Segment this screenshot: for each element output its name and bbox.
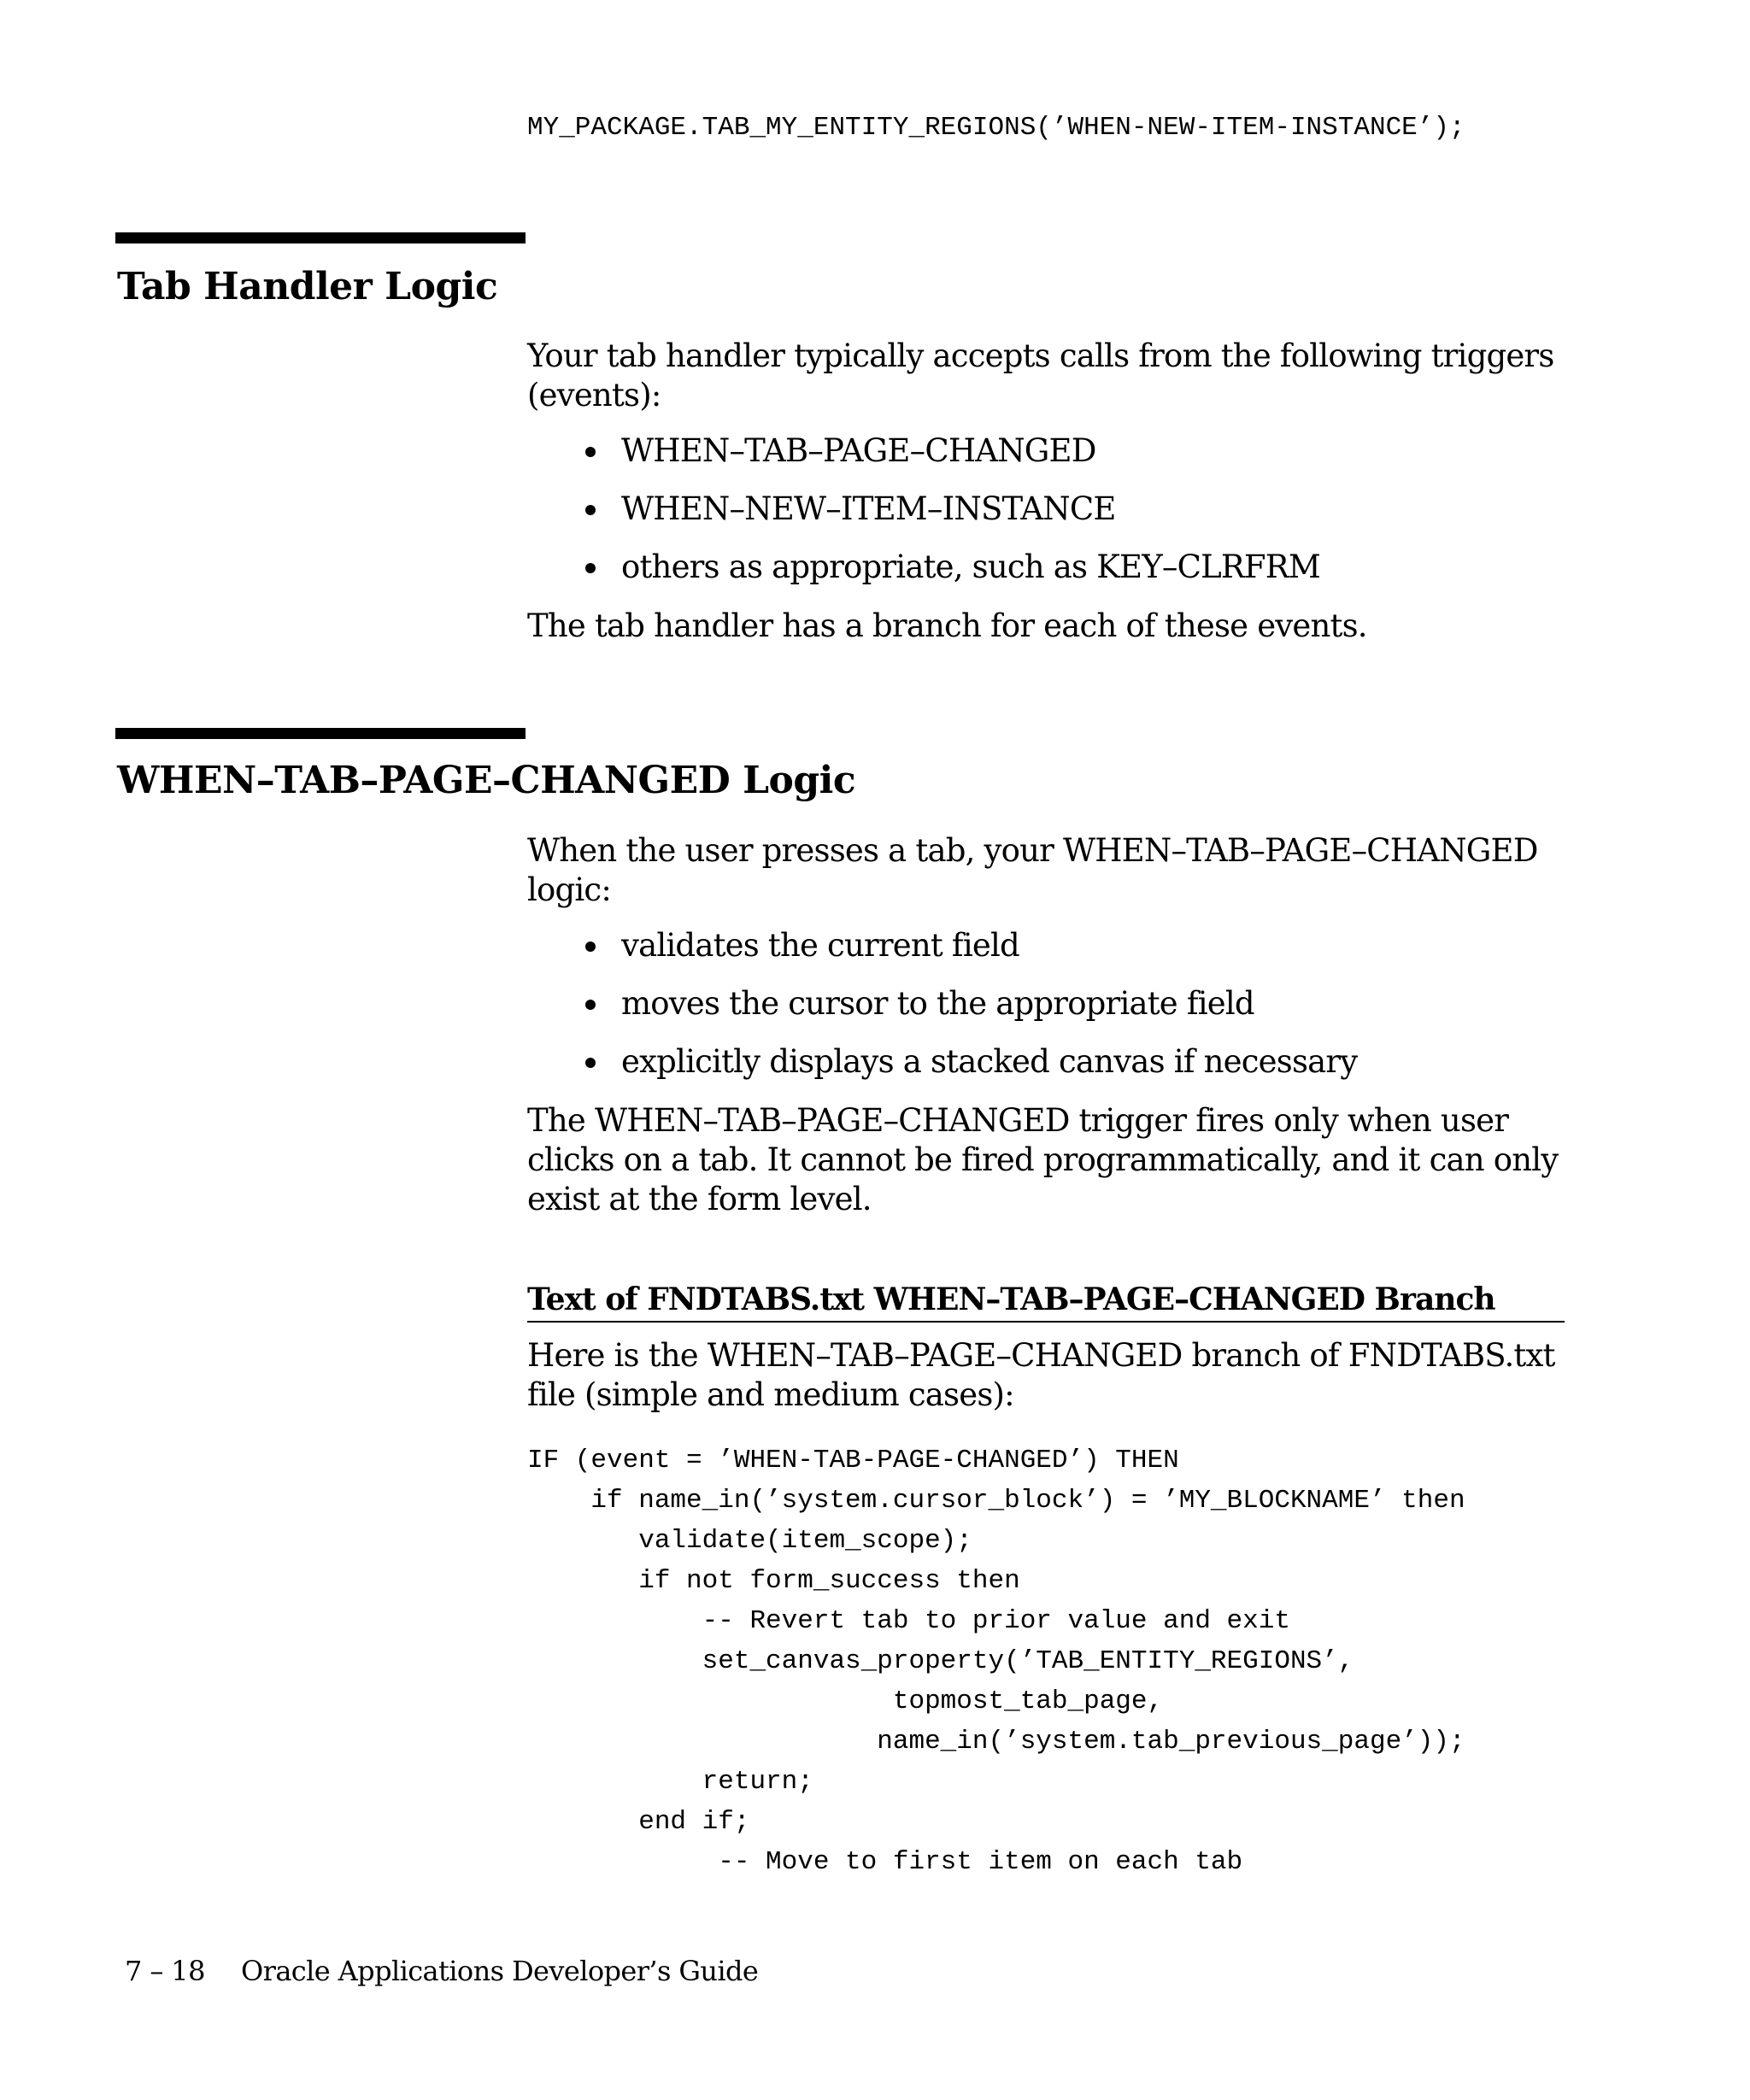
bullet-icon [585, 1058, 596, 1068]
code-line: IF (event = ’WHEN-TAB-PAGE-CHANGED’) THEN [527, 1446, 1179, 1475]
bullet-icon [585, 941, 596, 952]
list-item: explicitly displays a stacked canvas if necessary [585, 1042, 1357, 1100]
section-closing: The tab handler has a branch for each of these events. [527, 607, 1367, 644]
section-title: WHEN–TAB–PAGE–CHANGED Logic [117, 759, 856, 802]
section-intro: Your tab handler typically accepts calls from the following triggers (events): [527, 337, 1554, 414]
code-line: -- Move to first item on each tab [527, 1847, 1243, 1877]
section-intro: When the user presses a tab, your WHEN–TAB–PAGE–CHANGED logic: [527, 832, 1538, 908]
bullet-icon [585, 1000, 596, 1010]
section-rule [115, 232, 526, 243]
section-rule [115, 728, 526, 739]
code-line: if not form_success then [527, 1566, 1020, 1596]
code-snippet: MY_PACKAGE.TAB_MY_ENTITY_REGIONS(’WHEN-NEW-ITEM-INSTANCE’); [527, 113, 1465, 143]
code-line: validate(item_scope); [527, 1526, 972, 1556]
code-line: topmost_tab_page, [527, 1686, 1164, 1716]
section-title: Tab Handler Logic [117, 265, 498, 308]
list-item: others as appropriate, such as KEY–CLRFRM [585, 548, 1320, 606]
code-line: if name_in(’system.cursor_block’) = ’MY_BLOCKNAME’ then [527, 1486, 1465, 1516]
code-line: end if; [527, 1807, 750, 1837]
section-closing: The WHEN–TAB–PAGE–CHANGED trigger fires only when user clicks on a tab. It cannot be fired programmatically, and it can only exist at the form level. [527, 1102, 1559, 1217]
list-item: validates the current field [585, 926, 1357, 984]
list-item: WHEN–TAB–PAGE–CHANGED [585, 431, 1320, 490]
subsection-heading: Text of FNDTABS.txt WHEN–TAB–PAGE–CHANGED Branch [527, 1280, 1565, 1323]
list-item: WHEN–NEW–ITEM–INSTANCE [585, 490, 1320, 548]
bullet-icon [585, 563, 596, 573]
page-number: 7 – 18 [125, 1955, 205, 1987]
code-line: -- Revert tab to prior value and exit [527, 1606, 1290, 1636]
book-title: Oracle Applications Developer’s Guide [241, 1955, 759, 1987]
bullet-list [585, 431, 1320, 606]
bullet-icon [585, 447, 596, 457]
list-item: moves the cursor to the appropriate field [585, 984, 1357, 1042]
code-block [527, 1440, 1465, 1882]
subsection-intro: Here is the WHEN–TAB–PAGE–CHANGED branch of FNDTABS.txt file (simple and medium cases): [527, 1337, 1555, 1413]
bullet-list [585, 926, 1357, 1100]
code-line: set_canvas_property(’TAB_ENTITY_REGIONS’, [527, 1646, 1354, 1676]
code-line: name_in(’system.tab_previous_page’)); [527, 1727, 1465, 1757]
bullet-icon [585, 505, 596, 515]
code-line: return; [527, 1767, 813, 1797]
